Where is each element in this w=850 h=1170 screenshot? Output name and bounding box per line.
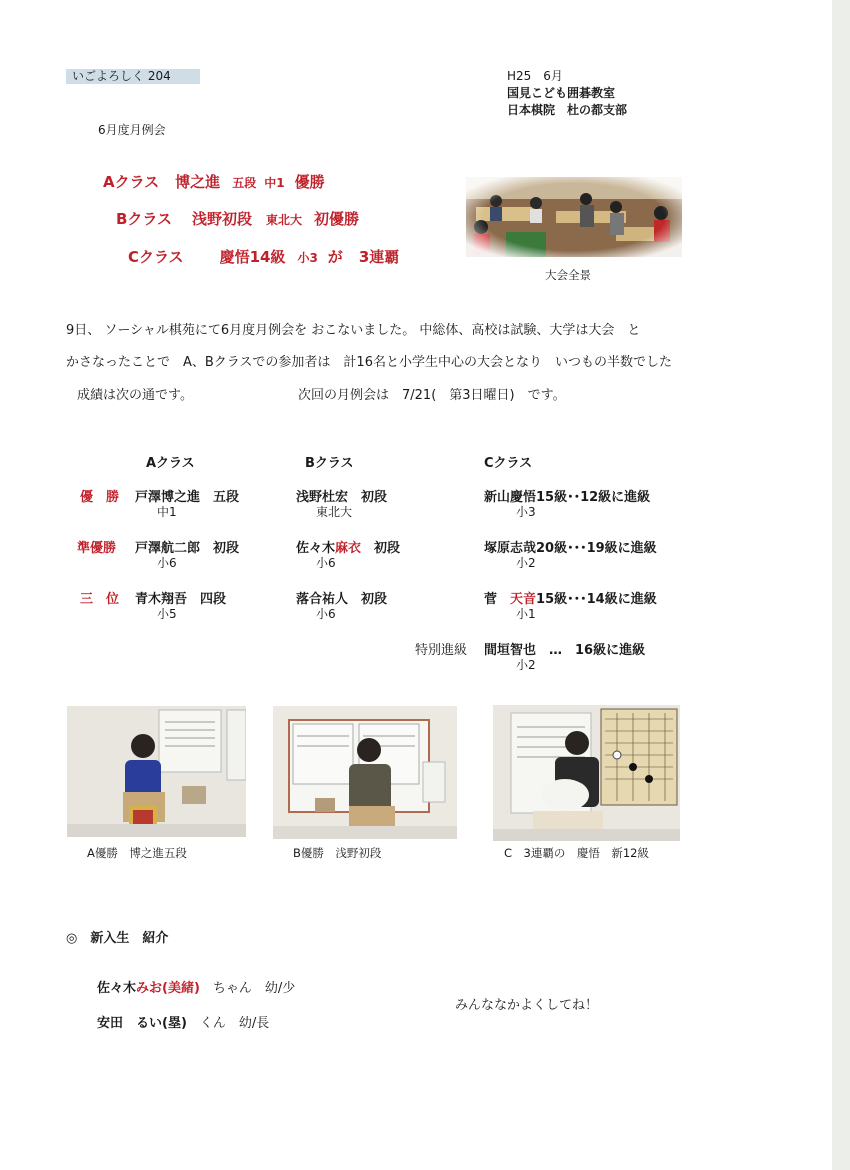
a-third-name: 青木翔吾 四段	[135, 592, 227, 607]
b-first-grade: 東北大	[316, 505, 353, 519]
results-header-c: Cクラス	[484, 456, 533, 471]
a-winner-caption: A優勝 博之進五段	[87, 846, 187, 860]
c-second-grade: 小2	[516, 556, 536, 570]
c-first-grade: 小3	[516, 505, 536, 519]
issue-date: H25 6月	[507, 69, 563, 83]
c-winner-caption: C 3連覇の 慶悟 新12級	[504, 846, 649, 860]
c-first-name: 新山慶悟15級･･12級に進級	[484, 490, 651, 505]
special-grade: 小2	[516, 658, 536, 672]
org-branch: 日本棋院 杜の都支部	[507, 103, 628, 117]
overview-caption: 大会全景	[545, 268, 591, 282]
a-second-name: 戸澤航二郎 初段	[135, 541, 240, 556]
c-third-grade: 小1	[516, 607, 536, 621]
place-third: 三 位	[80, 592, 120, 607]
newcomer-1: 佐々木みお(美緒) ちゃん 幼/少	[97, 981, 296, 996]
welcome-message: みんななかよくしてね！	[455, 998, 599, 1013]
highlight-a: Aクラス 博之進 五段 中1 優勝	[103, 173, 325, 191]
results-header-b: Bクラス	[305, 456, 354, 471]
newcomers-heading: ◎ 新入生 紹介	[66, 931, 169, 946]
b-third-grade: 小6	[316, 607, 336, 621]
issue-tag: いごよろしく 204	[66, 69, 200, 84]
tournament-overview-photo	[466, 177, 682, 257]
c-winner-photo	[493, 705, 680, 841]
paragraph-line2: かさなったことで A、Bクラスでの参加者は 計16名と小学生中心の大会となり いつもの半数でした	[66, 355, 672, 370]
a-first-grade: 中1	[157, 505, 177, 519]
highlight-c: Cクラス 慶悟14級 小3 が 3連覇	[128, 248, 400, 266]
results-header-a: Aクラス	[146, 456, 195, 471]
paragraph-line1: 9日、 ソーシャル棋苑にて6月度月例会を おこないました。 中総体、高校は試験、大学は大会 と	[66, 323, 641, 338]
b-second-grade: 小6	[316, 556, 336, 570]
event-title: 6月度月例会	[98, 123, 166, 137]
highlight-b: Bクラス 浅野初段 東北大 初優勝	[116, 210, 360, 228]
a-winner-photo	[67, 706, 246, 837]
special-name: 間垣智也 … 16級に進級	[484, 643, 646, 658]
newcomer-2: 安田 るい(塁) くん 幼/長	[97, 1016, 270, 1031]
a-third-grade: 小5	[157, 607, 177, 621]
place-second: 準優勝	[77, 541, 117, 556]
b-third-name: 落合祐人 初段	[296, 592, 388, 607]
a-second-grade: 小6	[157, 556, 177, 570]
c-second-name: 塚原志哉20級･･･19級に進級	[484, 541, 657, 556]
page-edge	[832, 0, 850, 1170]
c-third-name: 菅 天音15級･･･14級に進級	[484, 592, 657, 607]
b-first-name: 浅野杜宏 初段	[296, 490, 388, 505]
b-winner-caption: B優勝 浅野初段	[293, 846, 382, 860]
paragraph-line3: 成績は次の通です。	[77, 388, 193, 403]
special-label: 特別進級	[415, 643, 468, 658]
place-first: 優 勝	[80, 490, 120, 505]
next-meeting: 次回の月例会は 7/21( 第3日曜日) です。	[298, 388, 566, 403]
org-name: 国見こども囲碁教室	[507, 86, 616, 100]
a-first-name: 戸澤博之進 五段	[135, 490, 240, 505]
b-second-name: 佐々木麻衣 初段	[296, 541, 401, 556]
b-winner-photo	[273, 706, 457, 839]
